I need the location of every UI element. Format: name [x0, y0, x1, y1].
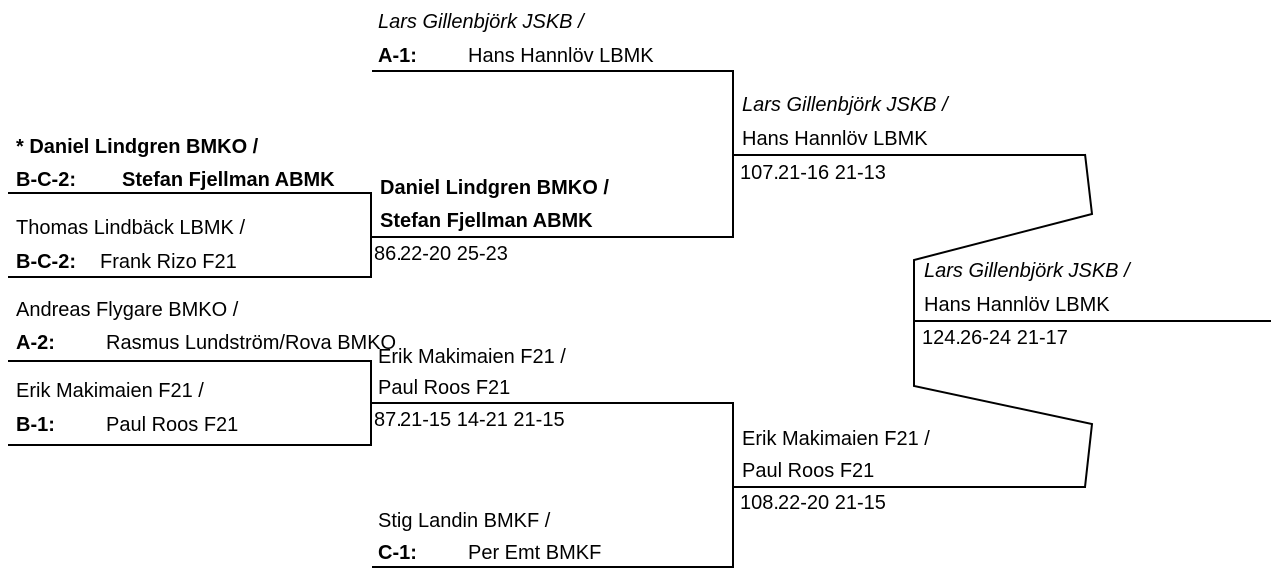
match-108-winner-player1: Erik Makimaien F21 /: [742, 428, 930, 450]
entry-c1-player2: Per Emt BMKF: [468, 542, 602, 564]
match-87-winner-player1: Erik Makimaien F21 /: [378, 346, 566, 368]
match-87-number: 87.: [374, 409, 402, 431]
match-86-number: 86.: [374, 243, 402, 265]
entry-c1-seed: C-1:: [378, 542, 417, 564]
match-87-winner-player2: Paul Roos F21: [378, 377, 511, 399]
match-107-winner-player2: Hans Hannlöv LBMK: [742, 128, 928, 150]
match-124-winner-player1: Lars Gillenbjörk JSKB /: [924, 260, 1130, 282]
entry-bc2-bottom-player2: Frank Rizo F21: [100, 251, 237, 273]
match-86-score: 22-20 25-23: [400, 243, 508, 265]
entry-a2-player1: Andreas Flygare BMKO /: [16, 299, 239, 321]
match-108-score: 22-20 21-15: [778, 492, 886, 514]
entry-bc2-top-player2: Stefan Fjellman ABMK: [122, 169, 335, 191]
entry-b1-player2: Paul Roos F21: [106, 414, 239, 436]
match-124-number: 124.: [922, 327, 961, 349]
entry-a1-player2: Hans Hannlöv LBMK: [468, 45, 654, 67]
match-108-number: 108.: [740, 492, 779, 514]
match-86-winner-player2: Stefan Fjellman ABMK: [380, 210, 593, 232]
entry-b1-seed: B-1:: [16, 414, 55, 436]
match-86-winner-player1: Daniel Lindgren BMKO /: [380, 177, 609, 199]
entry-bc2-bottom-player1: Thomas Lindbäck LBMK /: [16, 217, 245, 239]
entry-a1-seed: A-1:: [378, 45, 417, 67]
entry-a1-player1: Lars Gillenbjörk JSKB /: [378, 11, 584, 33]
match-107-number: 107.: [740, 162, 779, 184]
match-124-winner-player2: Hans Hannlöv LBMK: [924, 294, 1110, 316]
entry-a2-player2: Rasmus Lundström/Rova BMKO: [106, 332, 397, 354]
match-87-score: 21-15 14-21 21-15: [400, 409, 565, 431]
line-connector-match-124-top: [914, 154, 1092, 321]
match-107-score: 21-16 21-13: [778, 162, 886, 184]
entry-bc2-top-seed: B-C-2:: [16, 169, 76, 191]
entry-bc2-bottom-seed: B-C-2:: [16, 251, 76, 273]
line-connector-match-124-bottom: [914, 321, 1092, 487]
match-124-score: 26-24 21-17: [960, 327, 1068, 349]
entry-a2-seed: A-2:: [16, 332, 55, 354]
match-107-winner-player1: Lars Gillenbjörk JSKB /: [742, 94, 948, 116]
entry-c1-player1: Stig Landin BMKF /: [378, 510, 551, 532]
match-108-winner-player2: Paul Roos F21: [742, 460, 875, 482]
entry-b1-player1: Erik Makimaien F21 /: [16, 380, 204, 402]
entry-bc2-top-player1: * Daniel Lindgren BMKO /: [16, 136, 259, 158]
